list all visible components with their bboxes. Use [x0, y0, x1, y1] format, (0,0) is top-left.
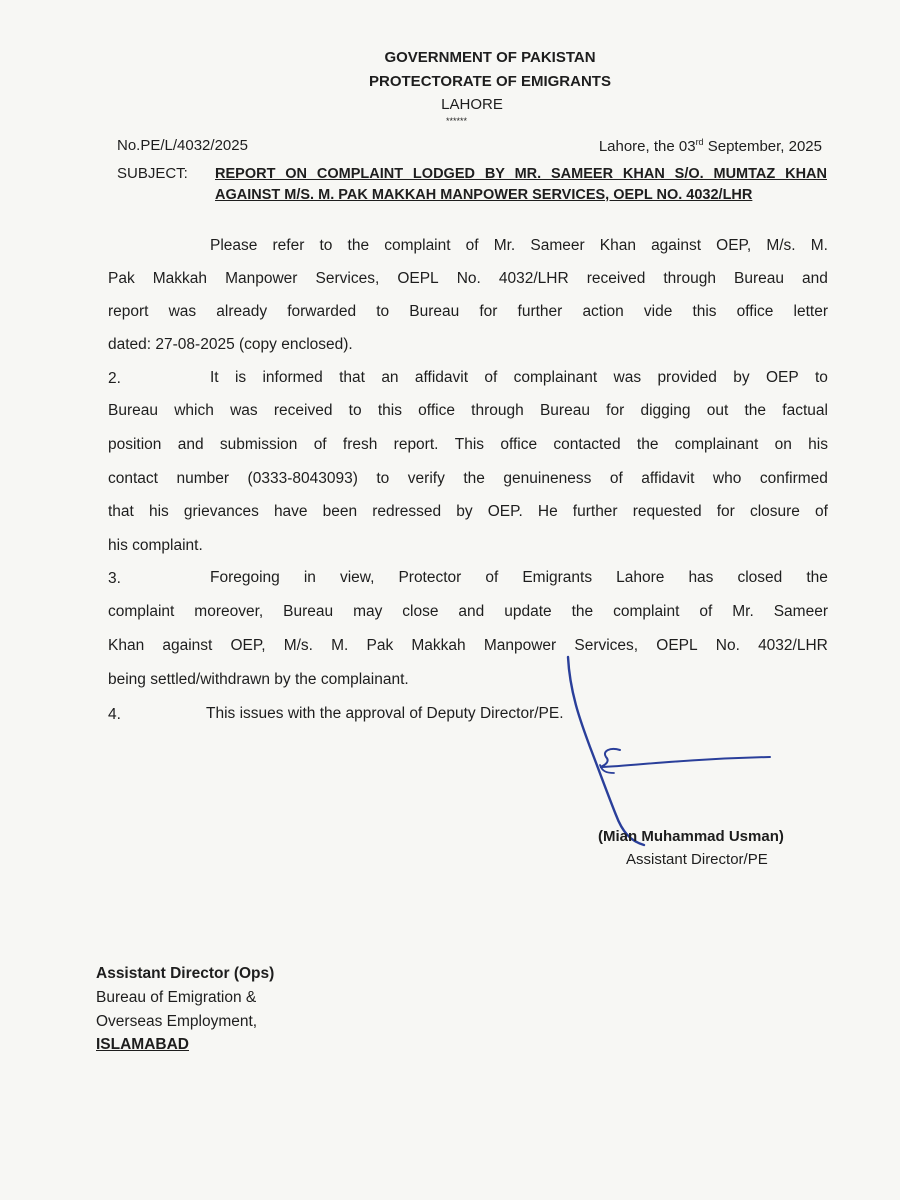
word: M/s.	[766, 237, 796, 254]
paragraph-4-number: 4.	[108, 706, 121, 723]
reference-number: No.PE/L/4032/2025	[117, 137, 248, 154]
word: letter	[793, 303, 828, 320]
word: to	[348, 402, 362, 419]
word: of	[485, 569, 499, 586]
word: digging	[640, 402, 691, 419]
date-month-year: September, 2025	[703, 138, 822, 155]
word: by	[456, 503, 473, 520]
word: genuineness	[503, 470, 592, 487]
word: to	[319, 237, 333, 254]
word: It	[210, 369, 219, 386]
subject-text: REPORT ON COMPLAINT LODGED BY MR. SAMEER KHAN S/O. MUMTAZ KHAN AGAINST M/S. M. PAK MAKKAH MANPOWER SERVICES, OEPL NO. 4032/LHR	[215, 166, 827, 203]
word: report	[108, 303, 149, 320]
word: Makkah	[152, 270, 208, 287]
word: of	[484, 369, 498, 386]
word: through	[663, 270, 716, 287]
word: (0333-8043093)	[247, 470, 358, 487]
word: Sameer	[530, 237, 585, 254]
word: Bureau	[409, 303, 460, 320]
word: received	[273, 402, 333, 419]
word: and	[458, 603, 485, 620]
date-suffix-ordinal: rd	[695, 137, 704, 147]
word: has	[688, 569, 714, 586]
word: have	[273, 503, 308, 520]
paragraph-1-line-2	[108, 270, 828, 288]
word: view,	[339, 569, 375, 586]
word: redressed	[372, 503, 442, 520]
word: was	[230, 402, 258, 419]
handwritten-signature	[560, 655, 800, 855]
word: complainant	[674, 436, 759, 453]
paragraph-3-line-3	[108, 637, 828, 655]
word: of	[699, 603, 713, 620]
paragraph-2-line-2	[108, 402, 828, 420]
word: Bureau	[539, 402, 590, 419]
word: confirmed	[759, 470, 828, 487]
word: Manpower	[225, 270, 298, 287]
paragraph-3-line-4: being settled/withdrawn by the complainant.	[108, 671, 409, 688]
word: in	[303, 569, 316, 586]
word: Bureau	[734, 270, 784, 287]
word: complainant	[513, 369, 598, 386]
word: He	[537, 503, 558, 520]
word: 4032/LHR	[758, 637, 828, 654]
word: OEPL	[656, 637, 698, 654]
word: verify	[407, 470, 445, 487]
word: the	[744, 402, 767, 419]
subject-label: SUBJECT:	[117, 165, 188, 182]
paragraph-4-text: This issues with the approval of Deputy Director/PE.	[206, 705, 564, 722]
word: Services,	[315, 270, 380, 287]
word: by	[733, 369, 750, 386]
header-government: GOVERNMENT OF PAKISTAN	[384, 49, 596, 66]
word: been	[322, 503, 358, 520]
paragraph-1-first-line	[210, 237, 828, 255]
word: that	[108, 503, 134, 520]
word: to	[376, 470, 390, 487]
word: complaint	[384, 237, 451, 254]
word: closure	[749, 503, 800, 520]
word: Please	[210, 237, 258, 254]
word: his	[808, 436, 828, 453]
word: was	[613, 369, 642, 386]
word: M.	[810, 237, 828, 254]
header-city: LAHORE	[441, 96, 503, 113]
paragraph-3-first-line	[210, 569, 828, 587]
word: Protector	[398, 569, 462, 586]
word: the	[571, 603, 594, 620]
word: contact	[108, 470, 158, 487]
word: Bureau	[283, 603, 334, 620]
word: for	[479, 303, 498, 320]
word: and	[802, 270, 828, 287]
word: Mr.	[732, 603, 754, 620]
word: Services,	[574, 637, 639, 654]
word: submission	[219, 436, 298, 453]
word: Mr.	[493, 237, 516, 254]
paragraph-2-first-line	[210, 369, 828, 387]
word: OEP.	[487, 503, 523, 520]
word: out	[706, 402, 729, 419]
word: complaint	[613, 603, 680, 620]
word: No.	[456, 270, 481, 287]
word: the	[636, 436, 659, 453]
word: report.	[393, 436, 439, 453]
word: refer	[272, 237, 305, 254]
paragraph-3-line-2	[108, 603, 828, 621]
word: OEP,	[230, 637, 266, 654]
word: update	[504, 603, 552, 620]
word: of	[815, 503, 828, 520]
word: action	[582, 303, 624, 320]
word: M.	[331, 637, 349, 654]
date-prefix: Lahore, the 03	[598, 138, 696, 155]
word: Khan	[599, 237, 636, 254]
word: office	[418, 402, 455, 419]
word: is	[234, 369, 247, 386]
word: fresh	[342, 436, 378, 453]
word: Foregoing	[210, 569, 280, 586]
word: Pak	[366, 637, 394, 654]
word: provided	[657, 369, 717, 386]
word: further	[572, 503, 618, 520]
header-stars: ******	[446, 116, 468, 126]
word: received	[586, 270, 646, 287]
word: Bureau	[108, 402, 158, 419]
word: factual	[782, 402, 828, 419]
word: close	[402, 603, 439, 620]
word: against	[651, 237, 702, 254]
addressee-city: ISLAMABAD	[96, 1036, 189, 1053]
word: M/s.	[283, 637, 313, 654]
word: for	[606, 402, 625, 419]
addressee-title: Assistant Director (Ops)	[96, 965, 275, 982]
word: Khan	[108, 637, 145, 654]
word: an	[381, 369, 399, 386]
word: No.	[715, 637, 740, 654]
header-protectorate: PROTECTORATE OF EMIGRANTS	[369, 73, 611, 90]
word: this	[692, 303, 717, 320]
word: to	[376, 303, 390, 320]
paragraph-2-line-3	[108, 436, 828, 454]
word: office	[500, 436, 538, 453]
word: further	[517, 303, 563, 320]
word: that	[339, 369, 365, 386]
word: vide	[643, 303, 673, 320]
word: the	[347, 237, 370, 254]
word: office	[736, 303, 774, 320]
signature-stroke-loop	[600, 749, 770, 767]
word: already	[216, 303, 268, 320]
word: of	[465, 237, 479, 254]
word: the	[806, 569, 828, 586]
word: may	[353, 603, 383, 620]
paragraph-1-line-4: dated: 27-08-2025 (copy enclosed).	[108, 336, 353, 353]
signatory-title: Assistant Director/PE	[626, 851, 768, 868]
word: through	[471, 402, 524, 419]
word: grievances	[183, 503, 259, 520]
signatory-name: (Mian Muhammad Usman)	[598, 828, 784, 845]
word: contacted	[553, 436, 621, 453]
word: complaint	[108, 603, 175, 620]
word: requested	[632, 503, 702, 520]
addressee-line-2: Bureau of Emigration &	[96, 989, 257, 1006]
word: Emigrants	[522, 569, 593, 586]
word: affidavit	[641, 470, 695, 487]
addressee-line-3: Overseas Employment,	[96, 1013, 258, 1030]
word: was	[168, 303, 197, 320]
paragraph-3-number: 3.	[108, 570, 121, 587]
paragraph-2-line-6: his complaint.	[108, 537, 203, 554]
word: Lahore	[616, 569, 665, 586]
word: against	[162, 637, 213, 654]
word: on	[774, 436, 792, 453]
word: which	[174, 402, 214, 419]
word: Pak	[108, 270, 135, 287]
word: Makkah	[411, 637, 466, 654]
paragraph-1-line-3	[108, 303, 828, 321]
word: 4032/LHR	[498, 270, 569, 287]
word: of	[313, 436, 327, 453]
word: OEPL	[397, 270, 439, 287]
word: forwarded	[287, 303, 357, 320]
word: OEP,	[716, 237, 752, 254]
word: number	[176, 470, 230, 487]
word: who	[712, 470, 742, 487]
word: This	[454, 436, 485, 453]
word: his	[148, 503, 169, 520]
word: Sameer	[773, 603, 828, 620]
paragraph-2-line-4	[108, 470, 828, 488]
word: OEP	[765, 369, 799, 386]
word: Manpower	[483, 637, 557, 654]
word: for	[716, 503, 735, 520]
paragraph-2-line-5	[108, 503, 828, 521]
word: closed	[737, 569, 783, 586]
word: moreover,	[194, 603, 264, 620]
letter-date	[599, 137, 822, 155]
word: to	[815, 369, 828, 386]
word: affidavit	[414, 369, 469, 386]
word: position	[108, 436, 162, 453]
word: and	[177, 436, 204, 453]
paragraph-2-number: 2.	[108, 370, 121, 387]
word: informed	[262, 369, 323, 386]
word: of	[609, 470, 623, 487]
word: the	[463, 470, 485, 487]
word: this	[377, 402, 402, 419]
